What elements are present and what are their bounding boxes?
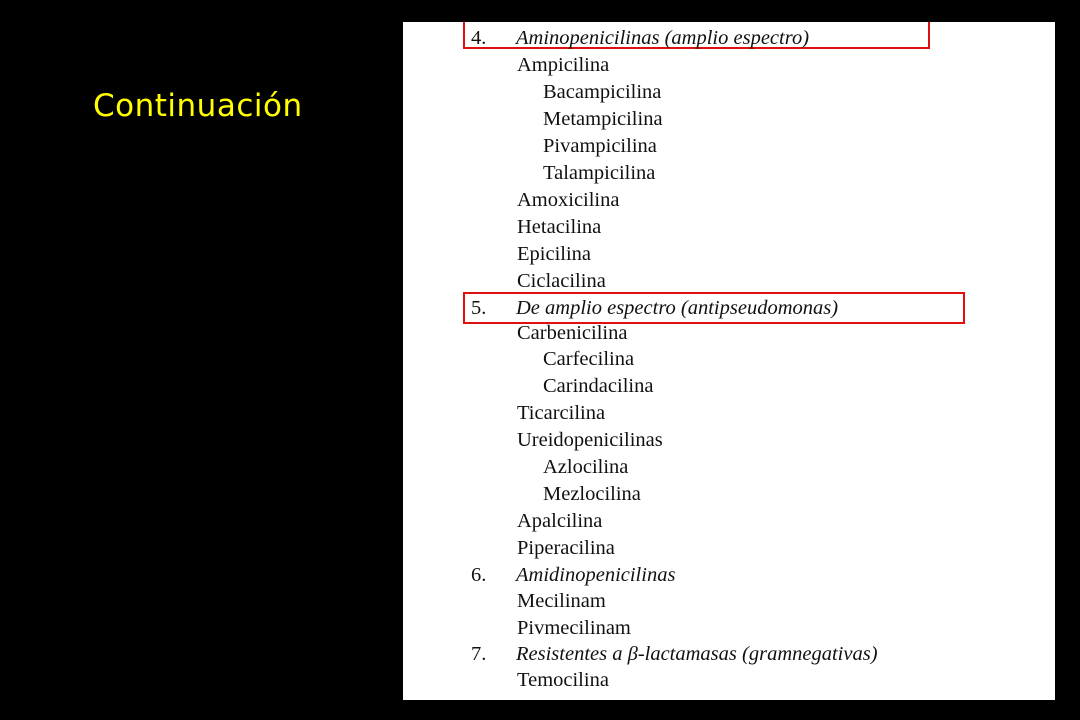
list-item: Carindacilina <box>543 375 654 397</box>
list-item: Carfecilina <box>543 348 635 370</box>
list-item: Ciclacilina <box>517 270 606 292</box>
document-image <box>403 22 1055 700</box>
list-item: Amoxicilina <box>517 189 620 211</box>
section-title: Aminopenicilinas (amplio espectro) <box>516 27 810 49</box>
section-number: 5. <box>471 297 487 319</box>
section-number: 7. <box>471 643 487 665</box>
section-heading <box>471 28 809 49</box>
list-item: Ticarcilina <box>517 402 606 424</box>
slide-title: Continuación <box>93 88 303 124</box>
list-item: Epicilina <box>517 243 592 265</box>
list-item: Mecilinam <box>517 590 606 612</box>
list-item: Piperacilina <box>517 537 615 559</box>
list-item: Bacampicilina <box>543 81 662 103</box>
section-title: De amplio espectro (antipseudomonas) <box>516 297 839 319</box>
list-item: Mezlocilina <box>543 483 641 505</box>
list-item: Apalcilina <box>517 510 603 532</box>
section-number: 6. <box>471 564 487 586</box>
section-title-suffix: -lactamasas (gramnegativas) <box>637 643 878 665</box>
list-item: Talampicilina <box>543 162 656 184</box>
list-item: Hetacilina <box>517 216 602 238</box>
section-heading <box>471 565 675 586</box>
list-item: Pivampicilina <box>543 135 657 157</box>
beta-symbol: β <box>627 643 638 665</box>
section-heading <box>471 298 838 319</box>
list-item: Pivmecilinam <box>517 617 631 639</box>
section-title: Amidinopenicilinas <box>516 564 676 586</box>
section-number: 4. <box>471 27 487 49</box>
list-item: Ampicilina <box>517 54 610 76</box>
list-item: Metampicilina <box>543 108 663 130</box>
list-item: Carbenicilina <box>517 322 628 344</box>
list-item: Temocilina <box>517 669 609 691</box>
section-heading <box>471 644 878 665</box>
list-item: Ureidopenicilinas <box>517 429 663 451</box>
section-title-prefix: Resistentes a <box>516 643 628 665</box>
list-item: Azlocilina <box>543 456 629 478</box>
